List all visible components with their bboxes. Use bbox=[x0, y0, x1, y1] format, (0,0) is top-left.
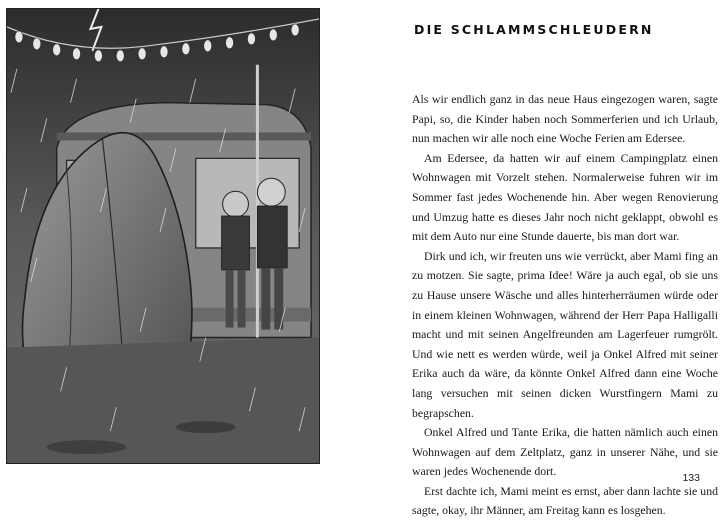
illustration-drawing bbox=[7, 9, 319, 463]
paragraph: Onkel Alfred und Tante Erika, die hatten nämlich auch einen Wohnwagen auf dem Zeltplatz, ganz in unserer Nähe, und sie waren jedes Wochenende dort. bbox=[412, 425, 718, 479]
chapter-title: DIE SCHLAMMSCHLEUDERN bbox=[414, 22, 654, 37]
paragraph: Am Edersee, da hatten wir auf einem Campingplatz einen Wohnwagen mit Vorzelt stehen. Normalerweise fuhren wir im Sommer fast jedes Wochenende hin. Aber wegen Renovierung und Umzug hatte es dieses Jahr noch nicht geklappt, obwohl es mit dem Auto nur eine Stunde dauerte, bis man dort war. bbox=[412, 150, 718, 244]
text-page bbox=[412, 0, 718, 518]
paragraph: Als wir endlich ganz in das neue Haus eingezogen waren, sagte Papi, so, die Kinder haben noch Sommerferien und ich Urlaub, nun machen wir alle noch eine Woche Ferien am Edersee. bbox=[412, 92, 718, 146]
paragraph: Erst dachte ich, Mami meint es ernst, aber dann lachte sie und sagte, okay, ihr Männer, am Freitag kann es losgehen. bbox=[412, 483, 718, 518]
body-text bbox=[412, 90, 718, 521]
rain-camping-illustration bbox=[6, 8, 320, 464]
paragraph: Dirk und ich, wir freuten uns wie verrückt, aber Mami fing an zu motzen. Sie sagte, prima Idee! Wäre ja auch egal, ob sie uns zu Hause unsere Wäsche und alles hinterherräumen würde oder in einem kleinen Wohnwagen, während der Herr Papa Halligalli macht und mit seinen Angelfreunden am Lagerfeuer rumgrölt. Und wie nett es werden würde, weil ja Onkel Alfred mit seiner Erika auch da wäre, da könnte Onkel Alfred dann eine Woche lang versuchen mit seinen dicken Wurstfingern Mami zu begrapschen. bbox=[412, 248, 718, 420]
page-number: 133 bbox=[682, 472, 700, 484]
